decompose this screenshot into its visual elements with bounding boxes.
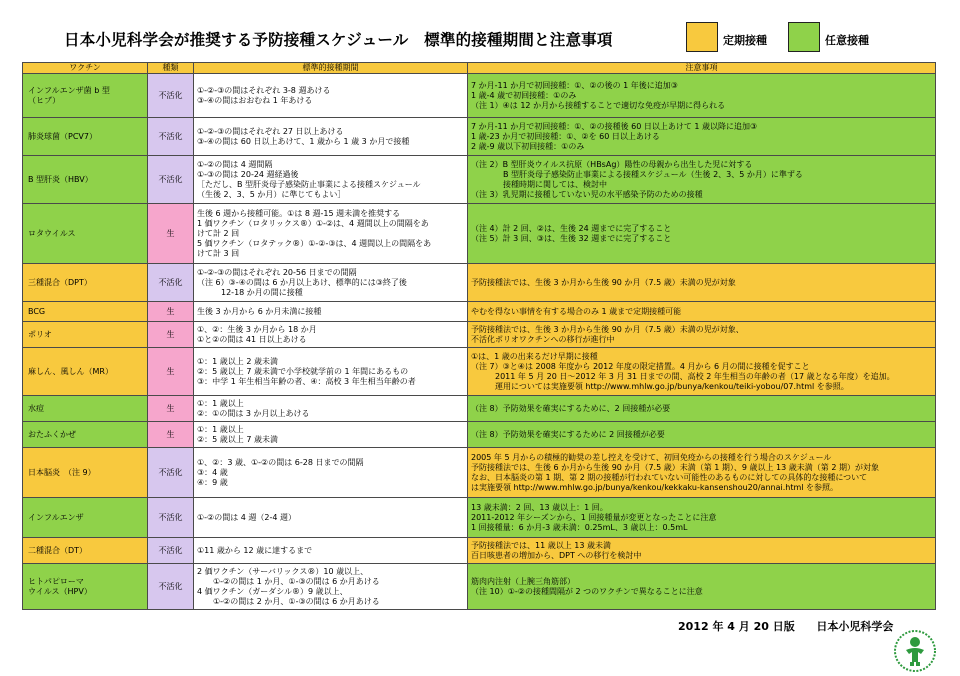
vaccine-name: 日本脳炎 （注 9） (23, 448, 148, 498)
vaccine-type: 生 (148, 302, 194, 322)
vaccine-type: 不活化 (148, 564, 194, 610)
table-row (23, 302, 936, 322)
vaccine-schedule: ①-②-③の間はそれぞれ 20-56 日までの間隔 （注 6）③-④の間は 6 か月以上あけ、標準的には③終了後 12-18 か月の間に接種 (194, 264, 468, 302)
vaccine-name: B 型肝炎（HBV） (23, 156, 148, 204)
vaccine-type: 不活化 (148, 538, 194, 564)
vaccine-name: 二種混合（DT） (23, 538, 148, 564)
table-row (23, 204, 936, 264)
vaccine-notes: （注 4）計 2 回、②は、生後 24 週までに完了すること （注 5）計 3 回、③は、生後 32 週までに完了すること (468, 204, 936, 264)
vaccine-notes: （注 8）予防効果を確実にするために、2 回接種が必要 (468, 396, 936, 422)
table-row (23, 538, 936, 564)
vaccine-name: ポリオ (23, 322, 148, 348)
vaccine-notes: 予防接種法では、11 歳以上 13 歳未満 百日咳患者の増加から、DPT への移行を検討中 (468, 538, 936, 564)
vaccine-type: 生 (148, 322, 194, 348)
vaccine-name: 麻しん、風しん（MR） (23, 348, 148, 396)
table-row (23, 396, 936, 422)
vaccine-notes: 予防接種法では、生後 3 か月から生後 90 か月（7.5 歳）未満の児が対象 (468, 264, 936, 302)
vaccine-name: 三種混合（DPT） (23, 264, 148, 302)
vaccine-type: 不活化 (148, 498, 194, 538)
vaccine-schedule: ①-②-③の間はそれぞれ 3-8 週あける ③-④の間はおおむね 1 年あける (194, 74, 468, 118)
legend-label-routine: 定期接種 (723, 34, 767, 47)
vaccine-schedule: ①-②-③の間はそれぞれ 27 日以上あける ③-④の間は 60 日以上あけて、1 歳から 1 歳 3 か月で接種 (194, 118, 468, 156)
vaccine-type: 生 (148, 204, 194, 264)
vaccine-type: 生 (148, 396, 194, 422)
table-row (23, 498, 936, 538)
vaccine-schedule: ①：1 歳以上 ②：5 歳以上 7 歳未満 (194, 422, 468, 448)
vaccine-name: おたふくかぜ (23, 422, 148, 448)
vaccine-name: ロタウイルス (23, 204, 148, 264)
footer (678, 618, 893, 634)
page-title: 日本小児科学会が推奨する予防接種スケジュール 標準的接種期間と注意事項 (64, 31, 613, 49)
publisher-name: 日本小児科学会 (816, 620, 894, 633)
table-row (23, 156, 936, 204)
vaccine-schedule: ①、②：生後 3 か月から 18 か月 ①と②の間は 41 日以上あける (194, 322, 468, 348)
vaccine-notes: 7 か月-11 か月で初回接種：①、②の接種後 60 日以上あけて 1 歳以降に追加③ 1 歳-23 か月で初回接種：①、②を 60 日以上あける 2 歳-9 歳以下初回接種：①のみ (468, 118, 936, 156)
vaccine-schedule: 2 価ワクチン（サーバリックス®）10 歳以上、 ①-②の間は 1 か月、①-③の間は 6 か月あける 4 価ワクチン（ガーダシル®）9 歳以上、 ①-②の間は 2 か月、①-③の間は 6 か月あける (194, 564, 468, 610)
vaccine-type: 不活化 (148, 448, 194, 498)
vaccine-type: 不活化 (148, 74, 194, 118)
legend-label-optional: 任意接種 (825, 34, 869, 47)
edition-date: 2012 年 4 月 20 日版 (678, 620, 795, 633)
vaccine-schedule: ①11 歳から 12 歳に達するまで (194, 538, 468, 564)
vaccine-type: 不活化 (148, 156, 194, 204)
table-header-row (23, 63, 936, 74)
legend-swatch-routine (686, 22, 718, 52)
column-header-schedule: 標準的接種期間 (194, 63, 468, 74)
vaccine-type: 不活化 (148, 264, 194, 302)
legend-swatch-optional (788, 22, 820, 52)
vaccine-name: インフルエンザ (23, 498, 148, 538)
vaccine-notes: （注 2）B 型肝炎ウイルス抗原（HBsAg）陽性の母親から出生した児に対する B 型肝炎母子感染防止事業による接種スケジュール（生後 2、3、5 か月）に準ずる 接種時期に関しては、検討中 （注 3）乳児期に接種していない児の水平感染予防のための接種 (468, 156, 936, 204)
society-logo-icon (893, 629, 937, 673)
vaccine-name: 水痘 (23, 396, 148, 422)
table-row (23, 264, 936, 302)
vaccine-name: ヒトパピローマ ウイルス（HPV） (23, 564, 148, 610)
vaccine-notes: 13 歳未満：2 回、13 歳以上：1 回。 2011-2012 年シーズンから、1 回接種量が変更となったことに注意 1 回接種量：6 か月-3 歳未満：0.25mL、3 歳以上：0.5mL (468, 498, 936, 538)
table-row (23, 348, 936, 396)
table-row (23, 118, 936, 156)
vaccine-type: 生 (148, 348, 194, 396)
vaccine-notes: やむを得ない事情を有する場合のみ 1 歳まで定期接種可能 (468, 302, 936, 322)
vaccine-name: インフルエンザ菌 b 型 （ヒブ） (23, 74, 148, 118)
vaccine-name: BCG (23, 302, 148, 322)
column-header-type: 種類 (148, 63, 194, 74)
vaccine-schedule: ①：1 歳以上 2 歳未満 ②：5 歳以上 7 歳未満で小学校就学前の 1 年間にあるもの ③：中学 1 年生相当年齢の者、④：高校 3 年生相当年齢の者 (194, 348, 468, 396)
vaccine-name: 肺炎球菌（PCV7） (23, 118, 148, 156)
vaccine-notes: 7 か月-11 か月で初回接種：①、②の後の 1 年後に追加③ 1 歳-4 歳で初回接種：①のみ （注 1）④は 12 か月から接種することで適切な免疫が早期に得られる (468, 74, 936, 118)
table-row (23, 564, 936, 610)
vaccine-notes: 2005 年 5 月からの積極的勧奨の差し控えを受けて、初回免疫からの接種を行う場合のスケジュール 予防接種法では、生後 6 か月から生後 90 か月（7.5 歳）未満（第 1 期）、9 歳以上 13 歳未満（第 2 期）が対象 なお、日本脳炎の第 1 期、第 2 期の接種が行われていない可能性のあるものに対しての具体的な接種について は実施要領 http://www.mhlw.go.jp/bunya/kenkou/kekkaku-kansenshou20/annai.html を参照。 (468, 448, 936, 498)
table-row (23, 322, 936, 348)
vaccine-notes: ①は、1 歳の出来るだけ早期に接種 （注 7）③と④は 2008 年度から 2012 年度の限定措置。4 月から 6 月の間に接種を促すこと 2011 年 5 月 20 日～2012 年 3 月 31 日までの間、高校 2 年生相当の年齢の者（17 歳となる年度）を追加。 運用については実施要領 http://www.mhlw.go.jp/bunya/kenkou/teiki-yobou/07.html を参照。 (468, 348, 936, 396)
vaccine-schedule: ①：1 歳以上 ②：①の間は 3 か月以上あける (194, 396, 468, 422)
table-row (23, 448, 936, 498)
table-row (23, 74, 936, 118)
column-header-notes: 注意事項 (468, 63, 936, 74)
vaccine-type: 不活化 (148, 118, 194, 156)
vaccine-schedule: ①、②：3 歳、①-②の間は 6-28 日までの間隔 ③：4 歳 ④：9 歳 (194, 448, 468, 498)
vaccine-notes: 筋肉内注射（上腕三角筋部） （注 10）①-②の接種間隔が 2 つのワクチンで異なることに注意 (468, 564, 936, 610)
vaccine-type: 生 (148, 422, 194, 448)
vaccine-schedule: 生後 3 か月から 6 か月未満に接種 (194, 302, 468, 322)
vaccine-schedule: 生後 6 週から接種可能。①は 8 週-15 週未満を推奨する 1 価ワクチン（ロタリックス®）①-②は、4 週間以上の間隔をあ けて計 2 回 5 価ワクチン（ロタテック®）①-②-③は、4 週間以上の間隔をあ けて計 3 回 (194, 204, 468, 264)
schedule-table (22, 62, 936, 610)
vaccine-schedule: ①-②の間は 4 週（2-4 週） (194, 498, 468, 538)
vaccine-schedule: ①-②の間は 4 週間隔 ①-③の間は 20-24 週経過後 ［ただし、B 型肝炎母子感染防止事業による接種スケジュール （生後 2、3、5 か月）に準じてもよい］ (194, 156, 468, 204)
table-row (23, 422, 936, 448)
column-header-vaccine: ワクチン (23, 63, 148, 74)
vaccine-notes: （注 8）予防効果を確実にするために 2 回接種が必要 (468, 422, 936, 448)
vaccine-notes: 予防接種法では、生後 3 か月から生後 90 か月（7.5 歳）未満の児が対象、 不活化ポリオワクチンへの移行が進行中 (468, 322, 936, 348)
